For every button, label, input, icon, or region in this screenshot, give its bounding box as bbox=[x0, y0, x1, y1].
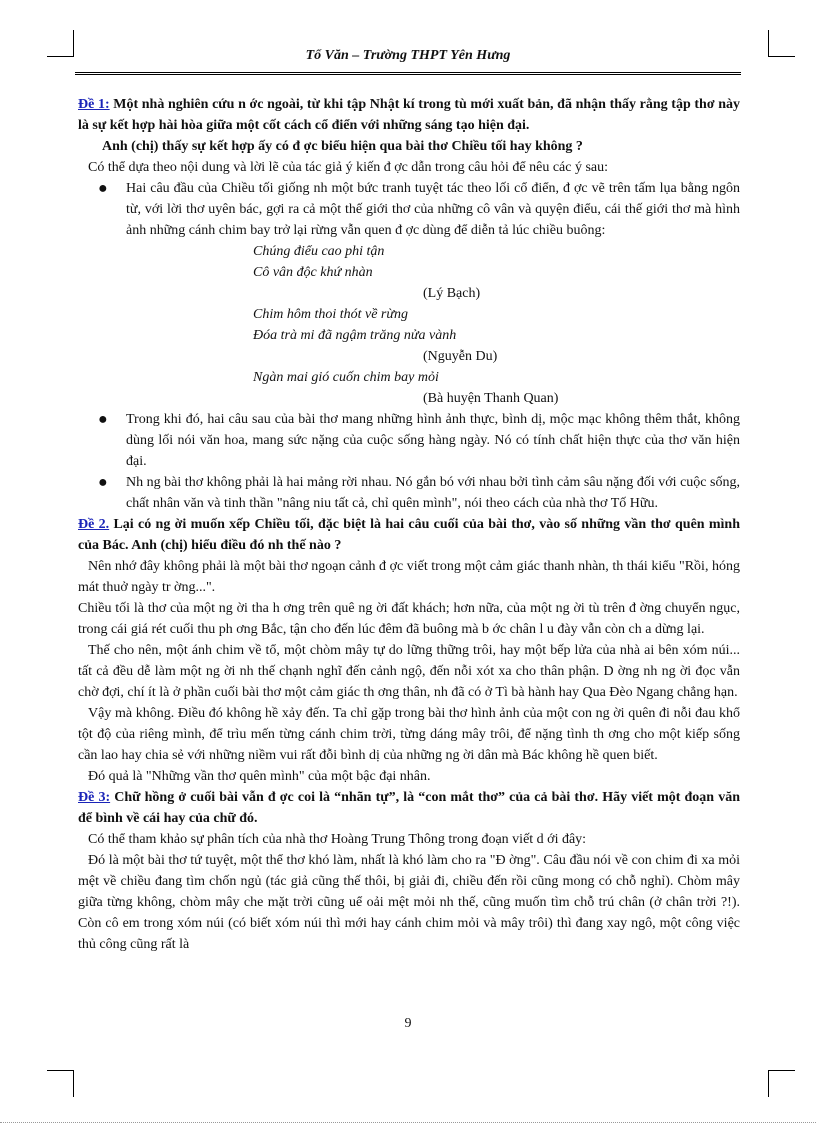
bullet-icon: ● bbox=[98, 411, 108, 428]
bullet-icon: ● bbox=[98, 474, 108, 491]
list-item-text: Hai câu đầu của Chiều tối giống nh một bức tranh tuyệt tác theo lối cổ điển, đ ợc vẽ trên tấm lụa bằng ngôn từ, với lời thơ uyên bác, gợi ra cả một thế giới thơ của những cô vân và quyện điểu, cái thế giới thơ mà hình ảnh những cánh chim bay trở lại rừng vẫn quen đ ợc dùng để diễn tả lúc chiều buông: bbox=[126, 181, 740, 238]
answer-2-paragraph: Chiều tối là thơ của một ng ời tha h ơng trên quê ng ời đất khách; hơn nữa, của một ng ời tù trên đ ờng chuyển ngục, trong cái giá rét cuối thu ph ơng Bắc, tận cho đến lúc đêm đã buông mà b ớc chân l u đày vẫn còn ch a dừng lại. bbox=[78, 601, 740, 637]
list-item-text: Nh ng bài thơ không phải là hai mảng rời nhau. Nó gắn bó với nhau bởi tình cảm sâu nặng đối với cuộc sống, chất nhân văn và tinh thần "nâng niu tất cả, chỉ quên mình", nói theo cách của nhà thơ Tố Hữu. bbox=[126, 475, 740, 511]
question-1-label: Đề 1: bbox=[78, 97, 110, 112]
page-header: Tổ Văn – Trường THPT Yên Hưng bbox=[305, 48, 511, 63]
crop-mark-bottom-right bbox=[768, 1070, 795, 1097]
question-1-sub: Anh (chị) thấy sự kết hợp ấy có đ ợc biểu hiện qua bài thơ Chiều tối hay không ? bbox=[102, 139, 583, 154]
question-3 bbox=[78, 787, 740, 829]
answer-3-paragraph: Đó là một bài thơ tứ tuyệt, một thể thơ khó làm, nhất là khó làm cho ra "Đ ờng". Câu đầu nói về con chim đi xa mỏi mệt về chiều đang tìm chốn ngủ (tác giả cũng thế thôi, bị giải đi, chiều đến rồi cũng mong có chỗ nghỉ). Chòm mây giữa từng không, chòm mây che mặt trời cũng uể oải mệt mỏi nh thế, cũng muốn tìm chỗ trú chân (ở chân trời ?!). Còn cô em trong xóm núi (có biết xóm núi thì mới hay cánh chim mỏi và mây trôi) thì đang xay ngô, một công việc thủ công cũng rất là bbox=[78, 853, 740, 952]
answer-2-paragraph: Thế cho nên, một ánh chim về tổ, một chòm mây tự do lững thững trôi, hay một bếp lửa của nhà ai bên xóm núi... tất cả đều dễ làm một ng ời nh thế chạnh nghĩ đến cảnh ngộ, đến nỗi xót xa cho thân phận. D ờng nh ng ời đọc vẫn chờ đợi, chí ít là ở phần cuối bài thơ một cảm giác th ơng thân, nh đã có ở Tì bà hành hay Qua Đèo Ngang chẳng hạn. bbox=[78, 643, 740, 700]
question-1-text: Một nhà nghiên cứu n ớc ngoài, từ khi tập Nhật kí trong tù mới xuất bản, đã nhận thấy rằng tập thơ này là sự kết hợp hài hòa giữa một cốt cách cổ điển với những sáng tạo hiện đại. bbox=[78, 97, 740, 133]
answer-1-list-continued bbox=[78, 409, 740, 514]
list-item bbox=[98, 472, 740, 514]
question-1-intro: Có thể dựa theo nội dung và lời lẽ của tác giả ý kiến đ ợc dẫn trong câu hỏi để nêu các ý sau: bbox=[88, 160, 609, 175]
list-item bbox=[98, 178, 740, 241]
poem-line: Cô vân độc khứ nhàn bbox=[253, 265, 373, 280]
poem-line: Đóa trà mi đã ngậm trăng nửa vành bbox=[253, 328, 457, 343]
question-3-text: Chữ hồng ở cuối bài vẫn đ ợc coi là “nhãn tự”, là “con mắt thơ” của cả bài thơ. Hãy viết một đoạn văn để bình về cái hay của chữ đó. bbox=[78, 790, 740, 826]
poem-author: (Bà huyện Thanh Quan) bbox=[423, 391, 559, 406]
poem-line: Chim hôm thoi thót về rừng bbox=[253, 307, 409, 322]
question-1 bbox=[78, 94, 740, 136]
question-2 bbox=[78, 514, 740, 556]
crop-mark-top-left bbox=[47, 30, 74, 57]
question-3-label: Đề 3: bbox=[78, 790, 111, 805]
poem-author: (Lý Bạch) bbox=[423, 286, 481, 301]
answer-2-paragraph: Vậy mà không. Điều đó không hề xảy đến. Ta chỉ gặp trong bài thơ hình ảnh của một con ng ời quên đi nỗi đau khổ tột độ của riêng mình, để trìu mến từng cánh chim trời, từng dáng mây trôi, để nặng tình th ơng cho một kiếp sống cần lao hay chia sẻ với những niềm vui rất đỗi bình dị của những ng ời dân mà Bác không hề quen biết. bbox=[78, 706, 740, 763]
crop-mark-bottom-left bbox=[47, 1070, 74, 1097]
bullet-icon: ● bbox=[98, 180, 108, 197]
header-rule bbox=[75, 72, 741, 75]
poem-line: Ngàn mai gió cuốn chim bay mỏi bbox=[253, 370, 439, 385]
poem-author: (Nguyễn Du) bbox=[423, 349, 498, 364]
crop-mark-top-right bbox=[768, 30, 795, 57]
page-number: 9 bbox=[404, 1016, 412, 1031]
page-content bbox=[78, 94, 740, 955]
answer-2-paragraph: Đó quả là "Những vần thơ quên mình" của một bậc đại nhân. bbox=[88, 769, 431, 784]
answer-2-paragraph: Nên nhớ đây không phải là một bài thơ ngoạn cảnh đ ợc viết trong một cảm giác thanh nhàn, th thái kiểu "Rồi, hóng mát thuở ngày tr ờng...". bbox=[78, 559, 740, 595]
question-2-text: Lại có ng ời muốn xếp Chiều tối, đặc biệt là hai câu cuối của bài thơ, vào số những vần thơ quên mình của Bác. Anh (chị) hiểu điều đó nh thế nào ? bbox=[78, 517, 741, 553]
list-item bbox=[98, 409, 740, 472]
poem-line: Chúng điểu cao phi tận bbox=[253, 244, 385, 259]
answer-3-paragraph: Có thể tham khảo sự phân tích của nhà thơ Hoàng Trung Thông trong đoạn viết d ới đây: bbox=[88, 832, 587, 847]
answer-1-list bbox=[78, 178, 740, 241]
list-item-text: Trong khi đó, hai câu sau của bài thơ mang những hình ảnh thực, bình dị, mộc mạc không thêm thắt, không dùng lối nói văn hoa, mang sức nặng của cuộc sống hàng ngày. Nó có tính chất hiện thực của thơ văn hiện đại. bbox=[126, 412, 740, 469]
question-2-label: Đề 2. bbox=[78, 517, 110, 532]
